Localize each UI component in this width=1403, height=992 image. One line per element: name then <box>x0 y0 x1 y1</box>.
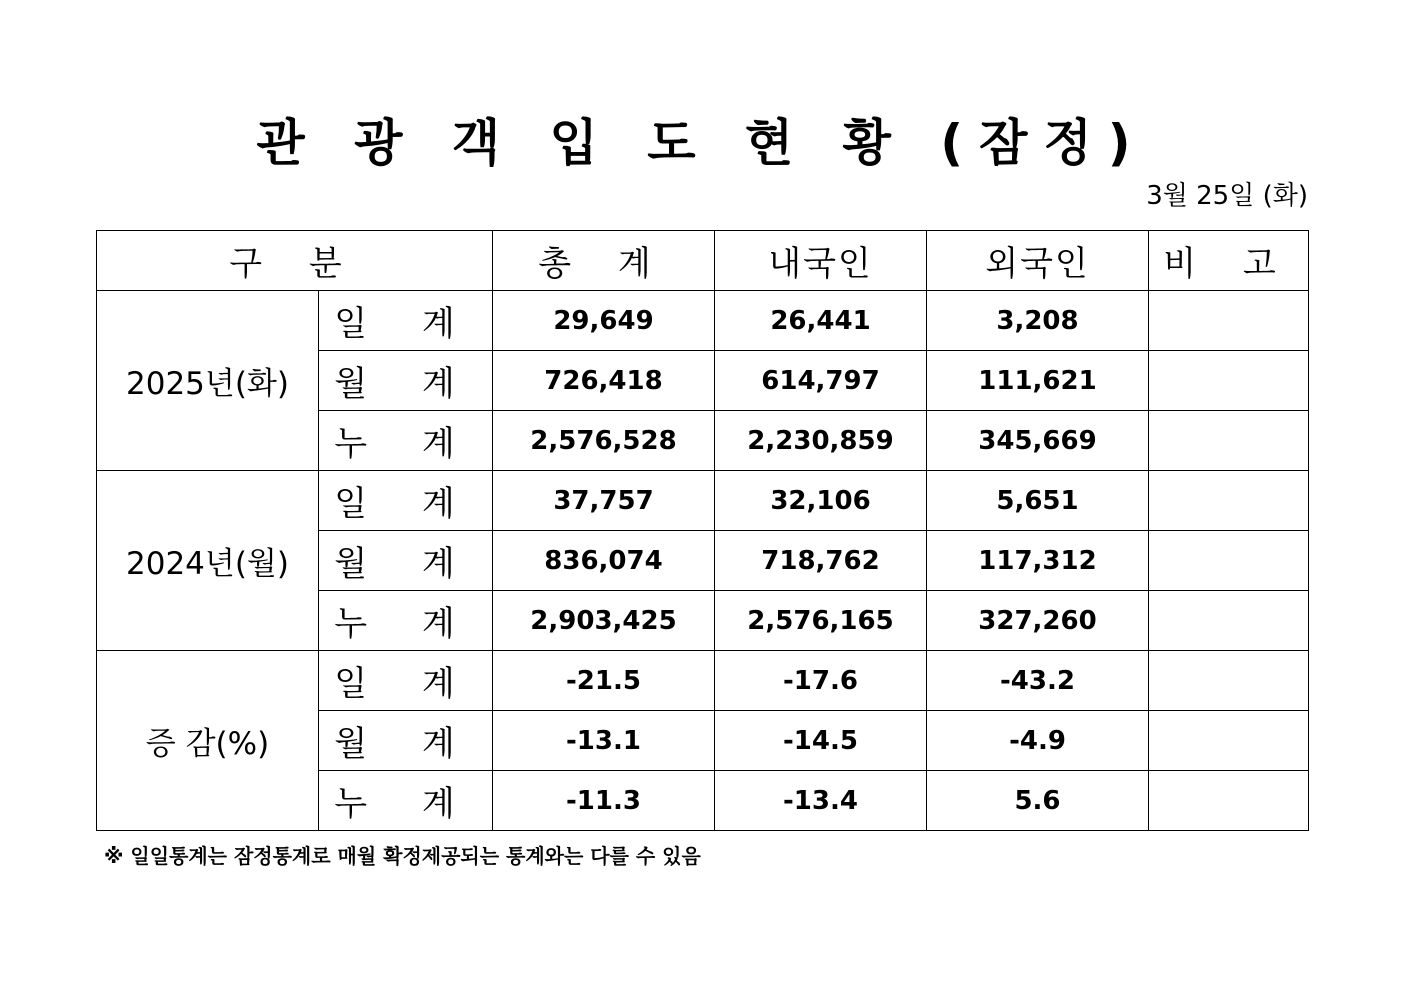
row-label: 누 계 <box>319 411 493 471</box>
group-label: 증 감(%) <box>97 651 319 831</box>
cell-total: 836,074 <box>493 531 715 591</box>
header-category: 구 분 <box>97 231 493 291</box>
row-label: 일 계 <box>319 471 493 531</box>
cell-total: -13.1 <box>493 711 715 771</box>
header-remarks: 비 고 <box>1149 231 1309 291</box>
row-label: 누 계 <box>319 771 493 831</box>
cell-domestic: 32,106 <box>715 471 927 531</box>
footnote: ※ 일일통계는 잠정통계로 매월 확정제공되는 통계와는 다를 수 있음 <box>104 844 701 868</box>
cell-domestic: 614,797 <box>715 351 927 411</box>
cell-total: 29,649 <box>493 291 715 351</box>
cell-total: 2,576,528 <box>493 411 715 471</box>
row-label: 누 계 <box>319 591 493 651</box>
cell-domestic: 718,762 <box>715 531 927 591</box>
row-label: 일 계 <box>319 291 493 351</box>
cell-remarks <box>1149 411 1309 471</box>
row-label: 일 계 <box>319 651 493 711</box>
cell-foreign: 3,208 <box>927 291 1149 351</box>
cell-foreign: 5,651 <box>927 471 1149 531</box>
cell-foreign: 345,669 <box>927 411 1149 471</box>
cell-remarks <box>1149 591 1309 651</box>
cell-remarks <box>1149 351 1309 411</box>
cell-foreign: 327,260 <box>927 591 1149 651</box>
cell-remarks <box>1149 291 1309 351</box>
cell-foreign: -4.9 <box>927 711 1149 771</box>
row-label: 월 계 <box>319 351 493 411</box>
row-label: 월 계 <box>319 531 493 591</box>
page-title: 관 광 객 입 도 현 황 (잠정) <box>256 114 1147 172</box>
cell-foreign: -43.2 <box>927 651 1149 711</box>
cell-remarks <box>1149 711 1309 771</box>
cell-total: 726,418 <box>493 351 715 411</box>
cell-remarks <box>1149 651 1309 711</box>
cell-remarks <box>1149 471 1309 531</box>
cell-remarks <box>1149 771 1309 831</box>
cell-total: -21.5 <box>493 651 715 711</box>
report-date: 3월 25일 (화) <box>1146 181 1308 211</box>
row-label: 월 계 <box>319 711 493 771</box>
cell-foreign: 111,621 <box>927 351 1149 411</box>
cell-total: -11.3 <box>493 771 715 831</box>
table-row <box>97 291 1309 351</box>
table-row <box>97 471 1309 531</box>
header-domestic: 내국인 <box>715 231 927 291</box>
group-label: 2025년(화) <box>97 291 319 471</box>
cell-total: 2,903,425 <box>493 591 715 651</box>
cell-foreign: 117,312 <box>927 531 1149 591</box>
cell-domestic: -13.4 <box>715 771 927 831</box>
cell-domestic: 2,576,165 <box>715 591 927 651</box>
table-header-row <box>97 231 1309 291</box>
cell-remarks <box>1149 531 1309 591</box>
cell-domestic: -17.6 <box>715 651 927 711</box>
tourist-arrivals-table <box>96 230 1309 831</box>
cell-foreign: 5.6 <box>927 771 1149 831</box>
table-row <box>97 651 1309 711</box>
header-total: 총 계 <box>493 231 715 291</box>
group-label: 2024년(월) <box>97 471 319 651</box>
cell-domestic: 2,230,859 <box>715 411 927 471</box>
cell-domestic: -14.5 <box>715 711 927 771</box>
header-foreign: 외국인 <box>927 231 1149 291</box>
cell-total: 37,757 <box>493 471 715 531</box>
cell-domestic: 26,441 <box>715 291 927 351</box>
